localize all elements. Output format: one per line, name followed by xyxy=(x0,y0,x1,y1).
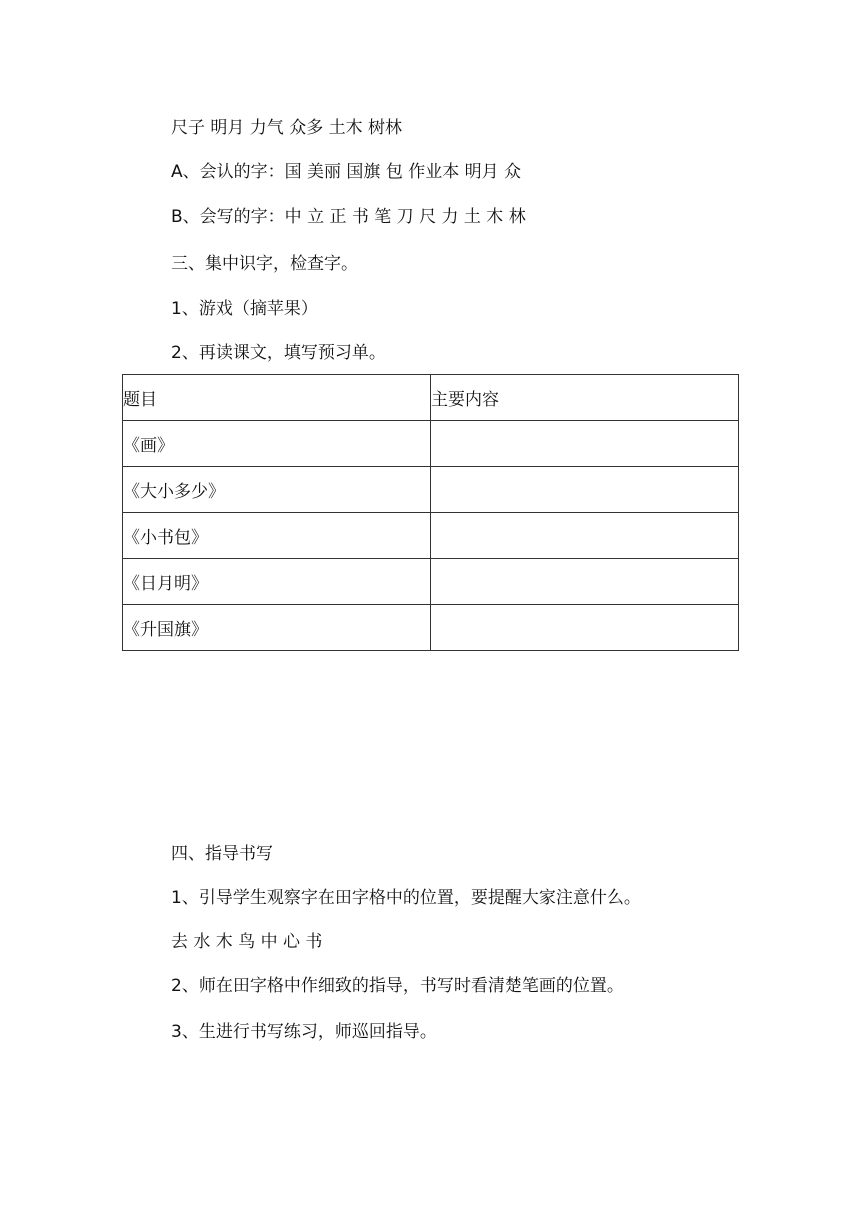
row-title: 《日月明》 xyxy=(123,559,431,605)
row-content[interactable] xyxy=(431,605,739,651)
header-title: 题目 xyxy=(123,375,431,421)
preview-table xyxy=(122,374,739,651)
table-row xyxy=(123,421,739,467)
row-content[interactable] xyxy=(431,513,739,559)
table-row xyxy=(123,513,739,559)
row-title: 《升国旗》 xyxy=(123,605,431,651)
row-content[interactable] xyxy=(431,421,739,467)
row-content[interactable] xyxy=(431,559,739,605)
step-game: 1、游戏（摘苹果） xyxy=(171,299,318,319)
table-row xyxy=(123,467,739,513)
row-title: 《画》 xyxy=(123,421,431,467)
header-content: 主要内容 xyxy=(431,375,739,421)
step-observe: 1、引导学生观察字在田字格中的位置，要提醒大家注意什么。 xyxy=(171,888,641,908)
row-title: 《大小多少》 xyxy=(123,467,431,513)
section-four-heading: 四、指导书写 xyxy=(171,844,273,864)
row-title: 《小书包》 xyxy=(123,513,431,559)
table-header-row xyxy=(123,375,739,421)
row-content[interactable] xyxy=(431,467,739,513)
step-student-practice: 3、生进行书写练习，师巡回指导。 xyxy=(171,1022,437,1042)
table-row xyxy=(123,605,739,651)
step-reread: 2、再读课文，填写预习单。 xyxy=(171,343,386,363)
write-chars-line: B、会写的字：中 立 正 书 笔 刀 尺 力 土 木 林 xyxy=(171,207,526,227)
step-teacher-guide: 2、师在田字格中作细致的指导，书写时看清楚笔画的位置。 xyxy=(171,976,624,996)
recognize-chars-line: A、会认的字：国 美丽 国旗 包 作业本 明月 众 xyxy=(171,162,522,182)
section-three-heading: 三、集中识字，检查字。 xyxy=(171,254,358,274)
practice-chars-line: 去 水 木 鸟 中 心 书 xyxy=(171,932,323,952)
vocab-line: 尺子 明月 力气 众多 土木 树林 xyxy=(171,118,403,138)
table-row xyxy=(123,559,739,605)
